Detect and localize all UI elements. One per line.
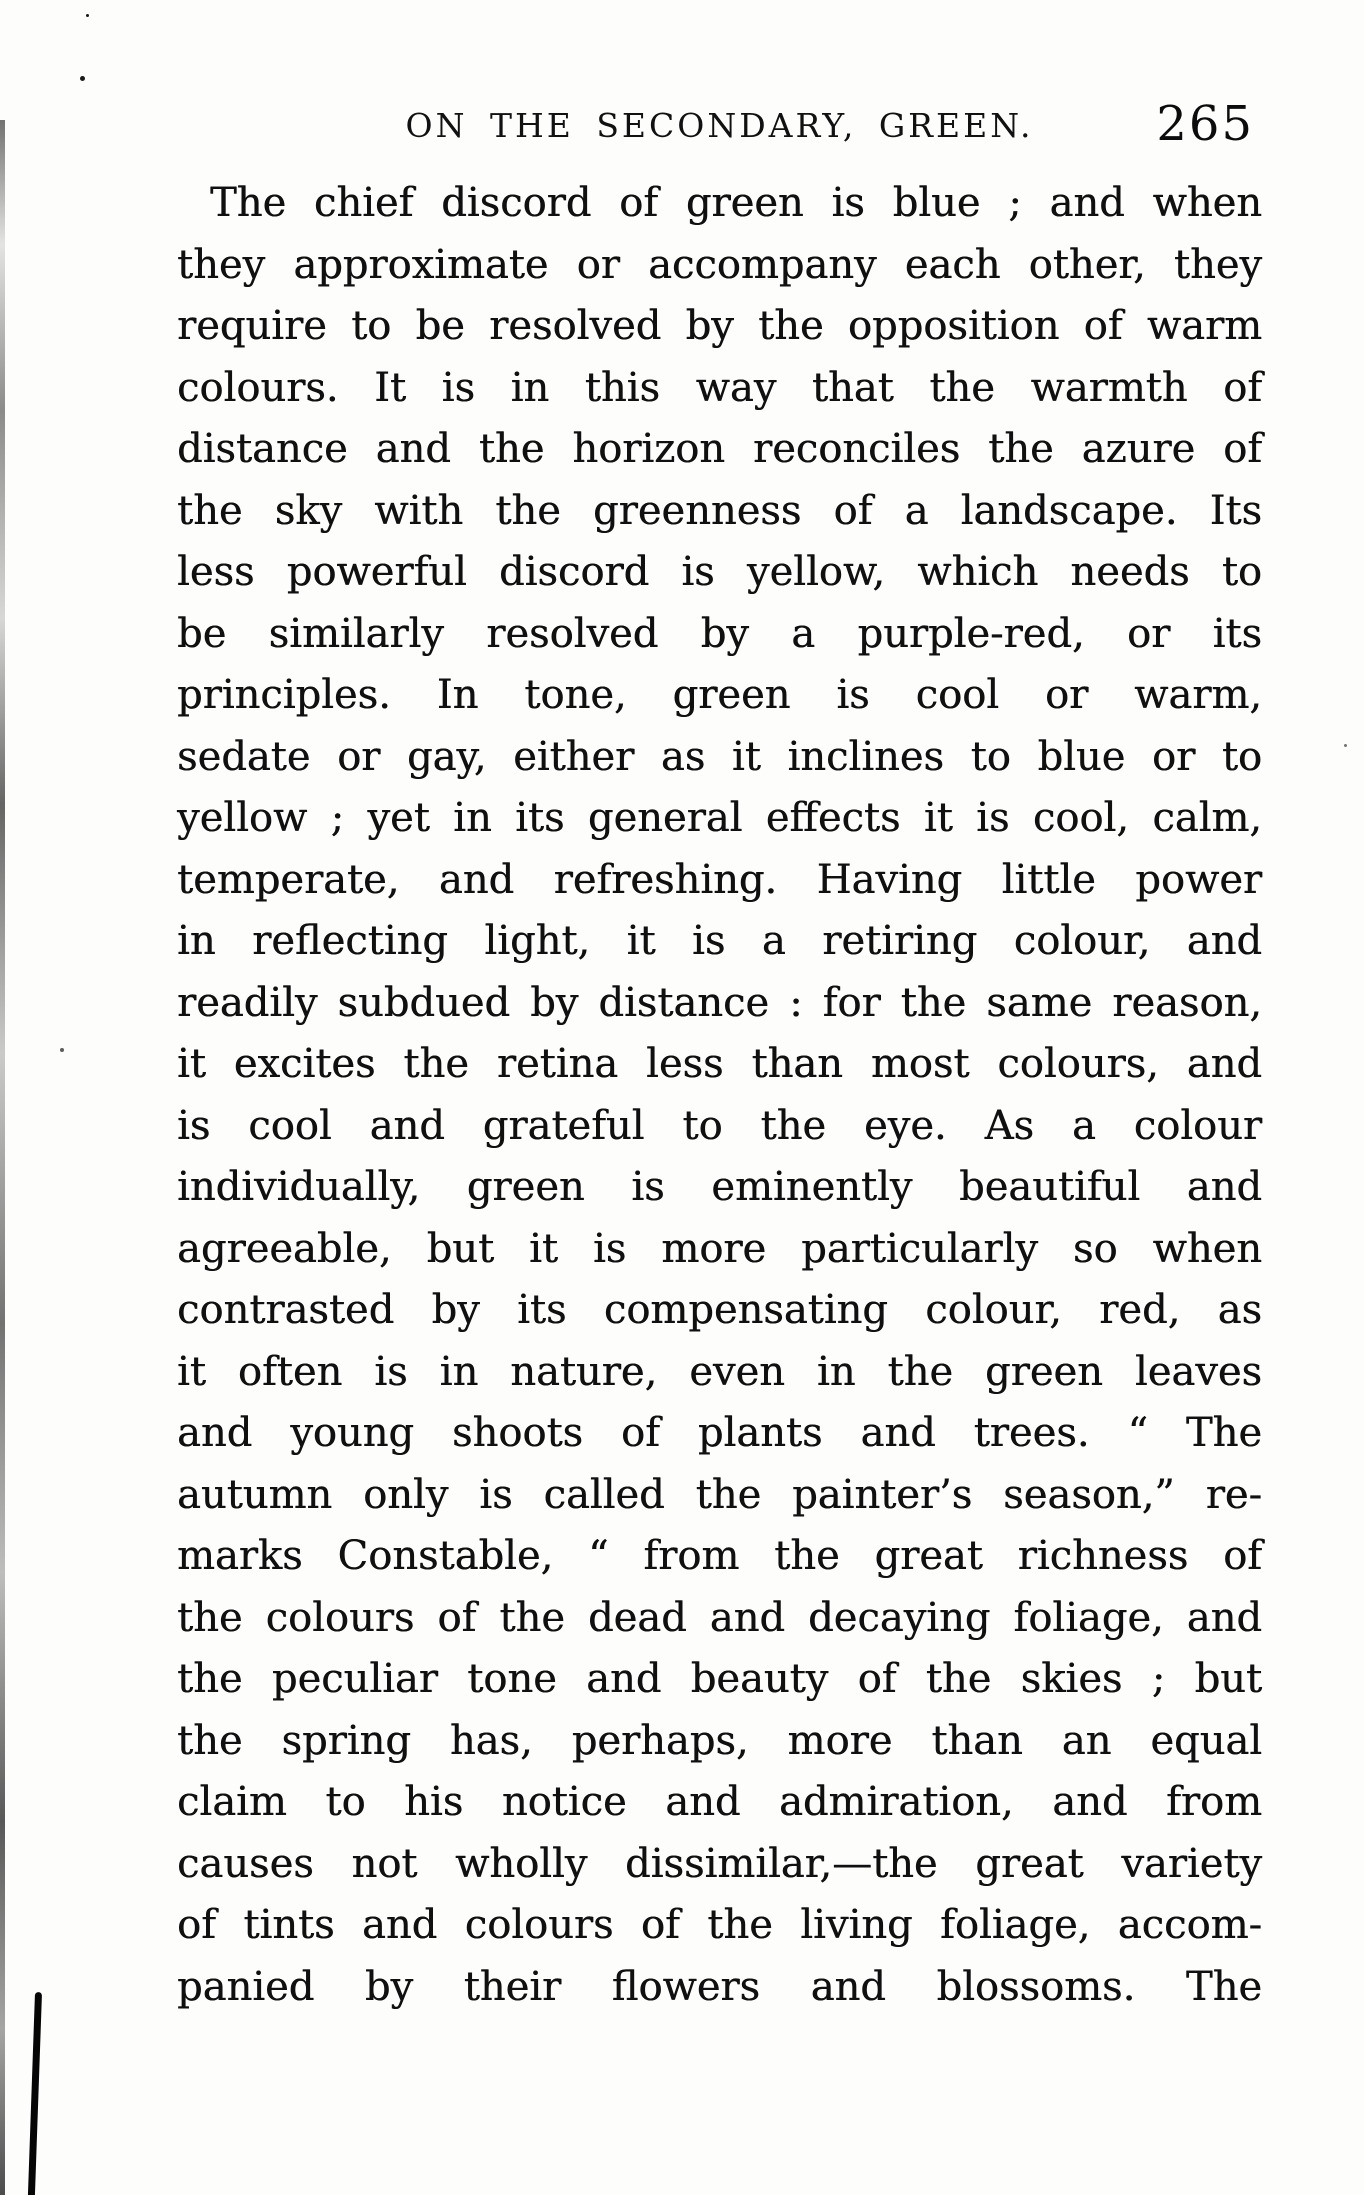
- text-line: agreeable, but it is more particularly so when: [177, 1225, 1262, 1272]
- text-line: temperate, and refreshing. Having little power: [177, 856, 1262, 903]
- text-line: yellow ; yet in its general effects it is cool, calm,: [177, 795, 1262, 841]
- text-line: the sky with the greenness of a landscape. Its: [177, 487, 1262, 534]
- running-title: ON THE SECONDARY, GREEN.: [405, 106, 1034, 145]
- text-line: sedate or gay, either as it inclines to blue or to: [177, 733, 1262, 780]
- text-line: be similarly resolved by a purple-red, or its: [177, 610, 1262, 657]
- scan-speck: [1344, 744, 1347, 747]
- text-line: distance and the horizon reconciles the azure of: [177, 426, 1262, 472]
- text-line: causes not wholly dissimilar,—the great variety: [177, 1840, 1262, 1887]
- text-line: readily subdued by distance : for the same reason,: [177, 979, 1262, 1026]
- text-line: is cool and grateful to the eye. As a colour: [177, 1102, 1262, 1149]
- text-line: and young shoots of plants and trees. “ The: [177, 1410, 1262, 1456]
- text-line: individually, green is eminently beautiful and: [177, 1164, 1262, 1210]
- text-line: colours. It is in this way that the warmth of: [177, 364, 1262, 411]
- text-line: The chief discord of green is blue ; and when: [210, 180, 1262, 226]
- text-line: principles. In tone, green is cool or warm,: [177, 672, 1262, 718]
- text-line: marks Constable, “ from the great richness of: [177, 1533, 1262, 1579]
- scan-speck: [86, 14, 89, 17]
- page-header: [177, 96, 1262, 166]
- text-line: claim to his notice and admiration, and from: [177, 1779, 1262, 1825]
- text-line: require to be resolved by the opposition of warm: [177, 303, 1262, 349]
- text-line: it excites the retina less than most colours, and: [177, 1041, 1262, 1087]
- text-line: of tints and colours of the living foliage, accom-: [177, 1902, 1262, 1948]
- text-line: in reflecting light, it is a retiring colour, and: [177, 918, 1262, 964]
- scan-edge-artifact: [0, 120, 5, 2195]
- text-line: less powerful discord is yellow, which needs to: [177, 549, 1262, 595]
- text-line: the spring has, perhaps, more than an equal: [177, 1717, 1262, 1764]
- text-line: the peculiar tone and beauty of the skies ; but: [177, 1656, 1262, 1702]
- text-line: the colours of the dead and decaying foliage, and: [177, 1594, 1262, 1641]
- text-line: panied by their flowers and blossoms. The: [177, 1963, 1262, 2010]
- paragraph-block: [177, 173, 1262, 2018]
- page-number: 265: [1156, 96, 1254, 152]
- scan-speck: [60, 1048, 64, 1052]
- scan-streak-bottom-left: [27, 1992, 42, 2195]
- text-line: it often is in nature, even in the green leaves: [177, 1348, 1262, 1395]
- scan-speck: [80, 76, 85, 81]
- text-line: autumn only is called the painter’s season,” re-: [177, 1471, 1262, 1518]
- text-line: they approximate or accompany each other, they: [177, 241, 1262, 288]
- text-line: contrasted by its compensating colour, red, as: [177, 1287, 1262, 1333]
